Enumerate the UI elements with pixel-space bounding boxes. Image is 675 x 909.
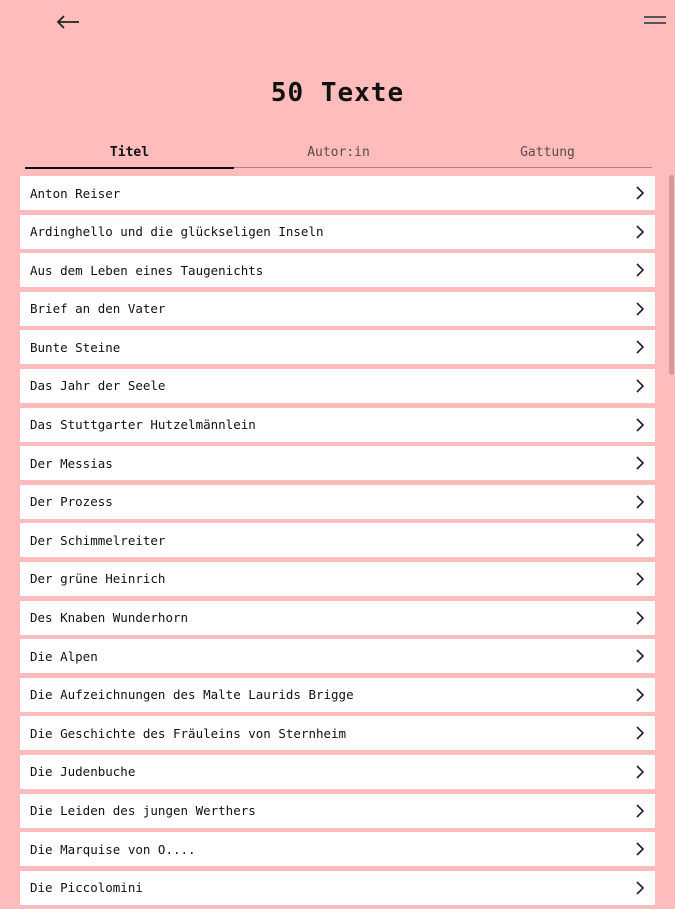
chevron-right-icon [635, 302, 645, 316]
chevron-right-icon [635, 379, 645, 393]
tab-autorin[interactable]: Autor:in [307, 145, 370, 160]
list-item[interactable] [20, 523, 655, 557]
list-item-label: Aus dem Leben eines Taugenichts [30, 262, 264, 278]
list-item[interactable] [20, 794, 655, 828]
chevron-right-icon [635, 418, 645, 432]
arrow-left-icon [54, 8, 82, 36]
menu-button[interactable] [640, 8, 668, 36]
tab-gattung[interactable]: Gattung [520, 145, 575, 160]
scrollbar[interactable] [669, 175, 674, 375]
top-bar [0, 0, 675, 44]
list-item[interactable] [20, 215, 655, 249]
list-item-label: Brief an den Vater [30, 301, 166, 317]
list-item-label: Der grüne Heinrich [30, 571, 166, 587]
chevron-right-icon [635, 572, 645, 586]
chevron-right-icon [635, 611, 645, 625]
chevron-right-icon [635, 881, 645, 895]
menu-lines-icon [640, 8, 668, 36]
list-item[interactable] [20, 562, 655, 596]
list-item[interactable] [20, 678, 655, 712]
back-button[interactable] [54, 8, 82, 36]
list-item-label: Der Messias [30, 455, 113, 471]
list-item-label: Die Leiden des jungen Werthers [30, 803, 256, 818]
chevron-right-icon [635, 804, 645, 818]
list-item[interactable] [20, 292, 655, 326]
list-item[interactable] [20, 369, 655, 403]
list-item[interactable] [20, 755, 655, 789]
title-list [20, 176, 655, 909]
list-item[interactable] [20, 408, 655, 442]
list-item-label: Die Geschichte des Fräuleins von Sternheim [30, 725, 347, 741]
list-item-label: Das Stuttgarter Hutzelmännlein [30, 417, 256, 433]
chevron-right-icon [635, 726, 645, 740]
list-item[interactable] [20, 330, 655, 364]
list-item-label: Die Alpen [30, 648, 98, 664]
chevron-right-icon [635, 495, 645, 509]
chevron-right-icon [635, 765, 645, 779]
list-item-label: Der Schimmelreiter [30, 532, 166, 548]
chevron-right-icon [635, 263, 645, 277]
list-item-label: Die Aufzeichnungen des Malte Laurids Brigge [30, 687, 354, 703]
list-item[interactable] [20, 716, 655, 750]
chevron-right-icon [635, 456, 645, 470]
chevron-right-icon [635, 340, 645, 354]
chevron-right-icon [635, 842, 645, 856]
tab-titel[interactable]: Titel [25, 143, 234, 167]
list-item-label: Des Knaben Wunderhorn [30, 610, 189, 626]
list-item-label: Anton Reiser [30, 185, 121, 201]
list-item-label: Der Prozess [30, 494, 113, 510]
list-item-label: Das Jahr der Seele [30, 378, 166, 394]
list-item-label: Bunte Steine [30, 339, 121, 355]
list-item-label: Die Marquise von O.... [30, 841, 196, 857]
chevron-right-icon [635, 186, 645, 200]
chevron-right-icon [635, 688, 645, 702]
list-item[interactable] [20, 253, 655, 287]
list-item[interactable] [20, 176, 655, 210]
list-item-label: Ardinghello und die glückseligen Inseln [30, 224, 324, 240]
chevron-right-icon [635, 533, 645, 547]
chevron-right-icon [635, 225, 645, 239]
list-item[interactable] [20, 485, 655, 519]
page-title: 50 Texte [270, 78, 405, 108]
chevron-right-icon [635, 649, 645, 663]
list-item[interactable] [20, 601, 655, 635]
list-item-label: Die Judenbuche [30, 764, 136, 780]
tab-bar [25, 143, 652, 168]
list-item-label: Die Piccolomini [30, 880, 143, 896]
list-item[interactable] [20, 639, 655, 673]
list-item[interactable] [20, 446, 655, 480]
list-item[interactable] [20, 832, 655, 866]
